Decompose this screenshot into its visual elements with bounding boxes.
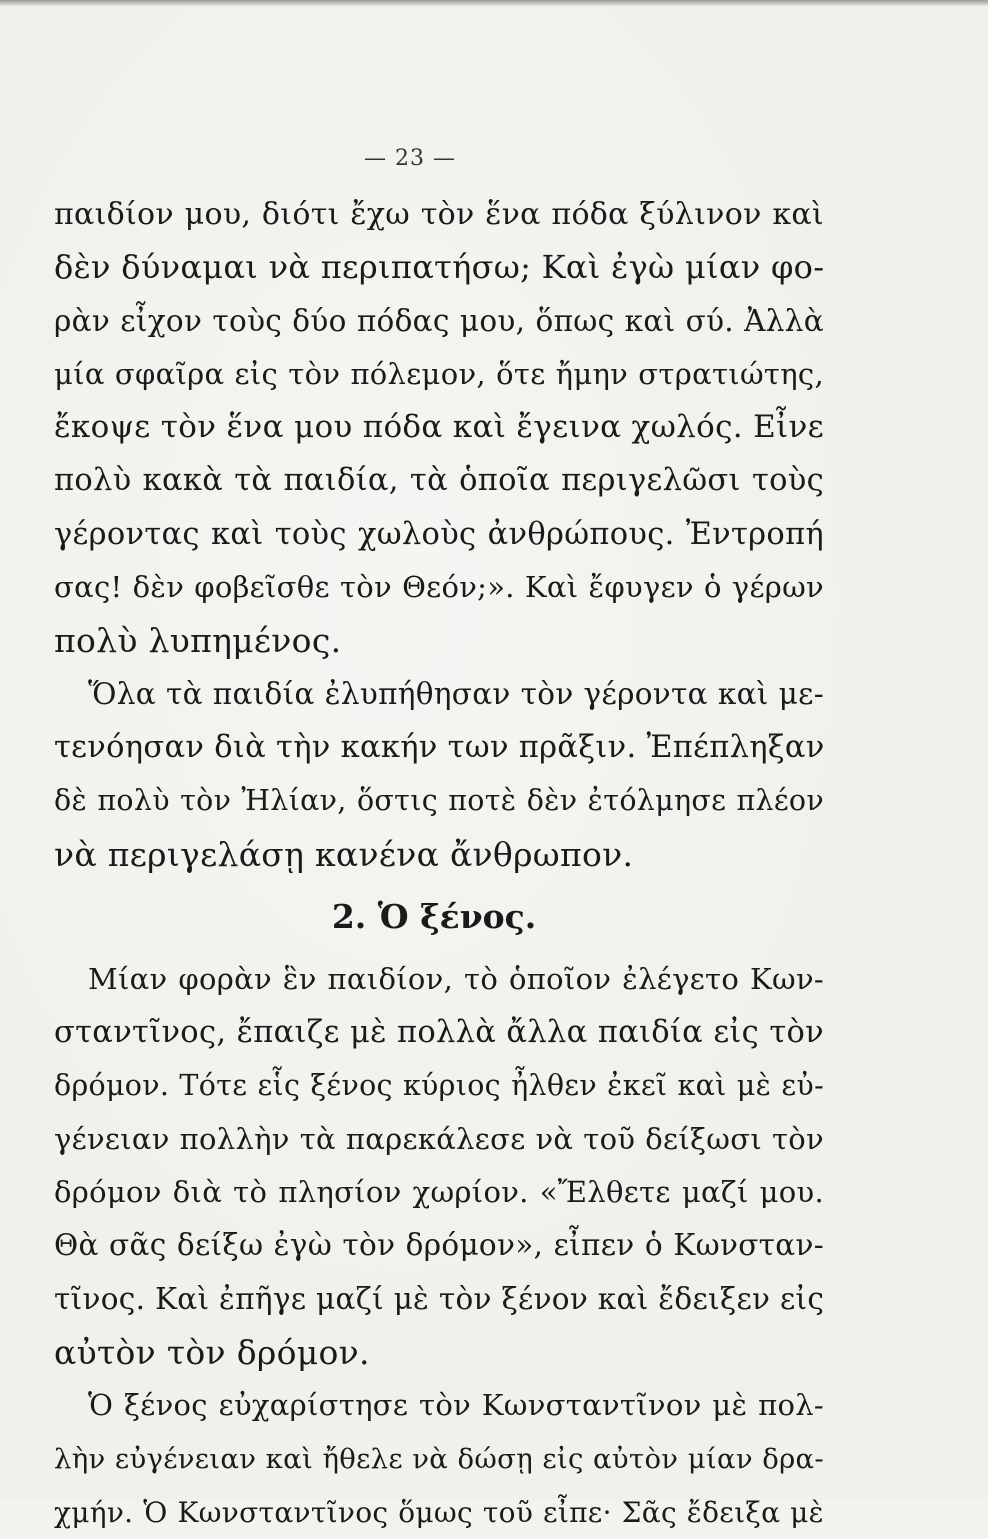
text-line: Ὁ ξένος εὐχαρίστησε τὸν Κωνσταντῖνον μὲ πολ- bbox=[88, 1388, 824, 1423]
text-line: γέροντας καὶ τοὺς χωλοὺς ἀνθρώπους. Ἐντροπή bbox=[54, 516, 824, 552]
text-line: δὲ πολὺ τὸν Ἠλίαν, ὅστις ποτὲ δὲν ἐτόλμησε πλέον bbox=[54, 784, 824, 818]
paragraph-1 bbox=[54, 188, 824, 668]
text-line: δὲν δύναμαι νὰ περιπατήσω; Καὶ ἐγὼ μίαν φο- bbox=[54, 248, 825, 287]
paragraph-3 bbox=[54, 953, 824, 1379]
text-line: μία σφαῖρα εἰς τὸν πόλεμον, ὅτε ἤμην στρατιώτης, bbox=[54, 356, 824, 391]
text-line: σταντῖνος, ἔπαιζε μὲ πολλὰ ἄλλα παιδία εἰς τὸν bbox=[54, 1015, 824, 1051]
text-line: Μίαν φορὰν ἓν παιδίον, τὸ ὁποῖον ἐλέγετο Κων- bbox=[88, 961, 824, 996]
text-line: πολὺ κακὰ τὰ παιδία, τὰ ὁποῖα περιγελῶσι τοὺς bbox=[54, 463, 824, 499]
text-line: χμήν. Ὁ Κωνσταντῖνος ὅμως τοῦ εἶπε· Σᾶς ἔδειξα μὲ bbox=[54, 1495, 824, 1529]
text-line: σας! δὲν φοβεῖσθε τὸν Θεόν;». Καὶ ἔφυγεν ὁ γέρων bbox=[54, 570, 824, 605]
text-line: τῖνος. Καὶ ἐπῆγε μαζί μὲ τὸν ξένον καὶ ἔδειξεν εἰς bbox=[54, 1281, 825, 1316]
paragraph-2 bbox=[54, 668, 824, 881]
text-line: δρόμον. Τότε εἷς ξένος κύριος ἦλθεν ἐκεῖ καὶ μὲ εὐ- bbox=[54, 1069, 824, 1103]
section-heading: 2. Ὁ ξένος. bbox=[331, 896, 537, 936]
text-line: πολὺ λυπημένος. bbox=[54, 621, 342, 661]
page-top-edge bbox=[0, 0, 988, 6]
page-number: — 23 — bbox=[364, 146, 456, 171]
text-line: τενόησαν διὰ τὴν κακήν των πρᾶξιν. Ἐπέπληξαν bbox=[54, 729, 825, 765]
text-line: ἔκοψε τὸν ἕνα μου πόδα καὶ ἔγεινα χωλός. Εἶνε bbox=[54, 409, 824, 446]
text-line: ρὰν εἶχον τοὺς δύο πόδας μου, ὅπως καὶ σύ. Ἀλλὰ bbox=[54, 303, 824, 338]
text-line: λὴν εὐγένειαν καὶ ἤθελε νὰ δώσῃ εἰς αὐτὸν μίαν δρα- bbox=[54, 1442, 824, 1475]
text-line: αὐτὸν τὸν δρόμον. bbox=[54, 1332, 370, 1372]
text-line: Ὅλα τὰ παιδία ἐλυπήθησαν τὸν γέροντα καὶ με- bbox=[88, 676, 824, 711]
page-text bbox=[54, 188, 824, 1539]
text-line: νὰ περιγελάσῃ κανένα ἄνθρωπον. bbox=[54, 834, 634, 874]
text-line: Θὰ σᾶς δείξω ἐγὼ τὸν δρόμον», εἶπεν ὁ Κωνσταν- bbox=[54, 1228, 824, 1263]
text-line: παιδίον μου, διότι ἔχω τὸν ἕνα πόδα ξύλινον καὶ bbox=[54, 197, 824, 232]
text-line: δρόμον διὰ τὸ πλησίον χωρίον. «Ἔλθετε μαζί μου. bbox=[54, 1175, 824, 1210]
text-line: γένειαν πολλὴν τὰ παρεκάλεσε νὰ τοῦ δείξωσι τὸν bbox=[54, 1121, 824, 1156]
paragraph-4 bbox=[54, 1379, 824, 1539]
